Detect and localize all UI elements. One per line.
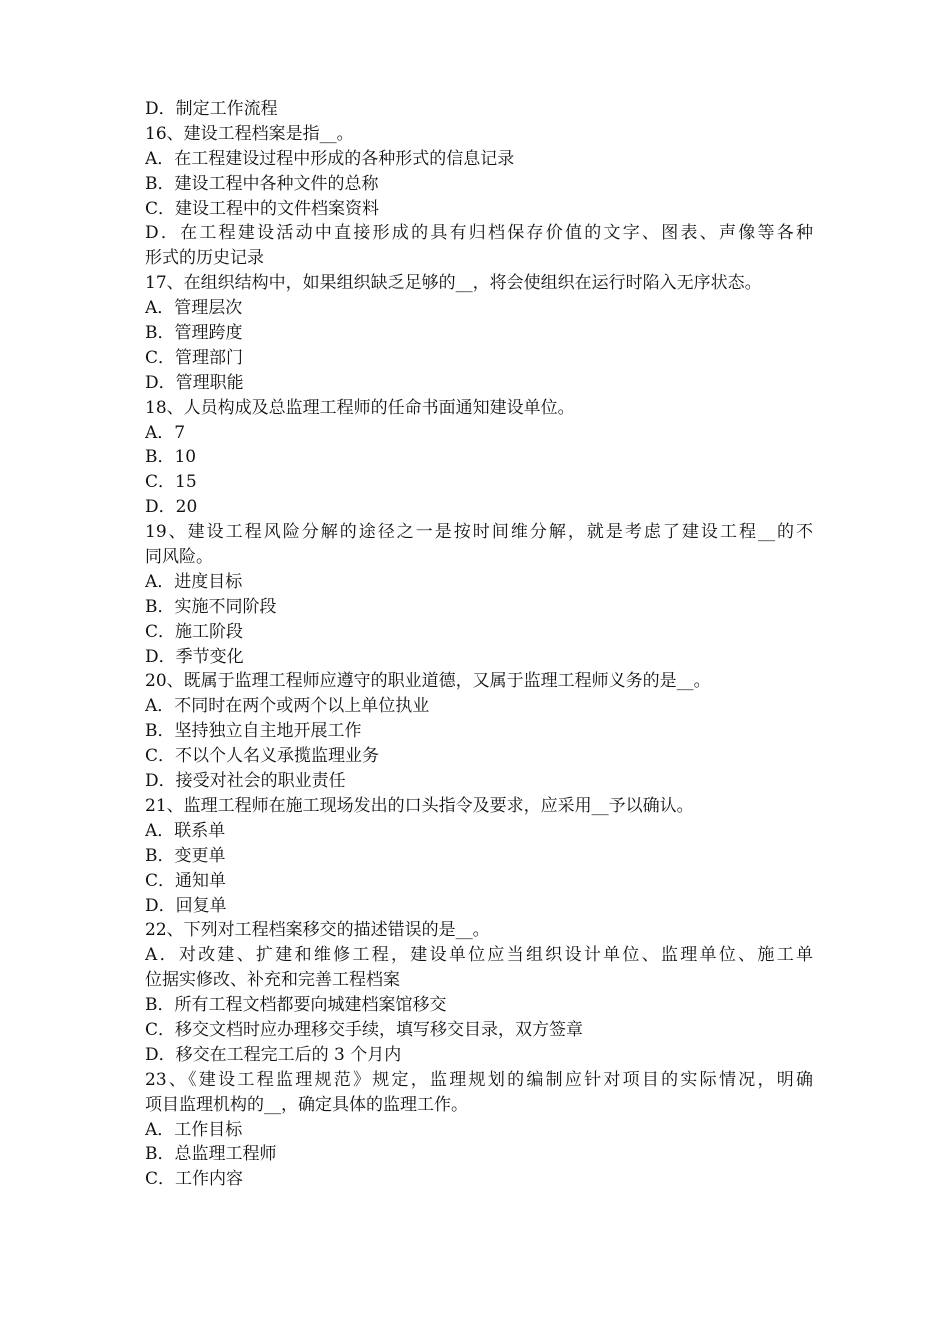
question-16: 16、建设工程档案是指__。 — [145, 123, 354, 144]
answer-option: B．建设工程中各种文件的总称 — [145, 173, 379, 194]
answer-option: A．不同时在两个或两个以上单位执业 — [145, 696, 430, 717]
answer-option: B．所有工程文档都要向城建档案馆移交 — [145, 995, 447, 1016]
answer-option: A．在工程建设过程中形成的各种形式的信息记录 — [145, 148, 515, 169]
answer-option: A．联系单 — [145, 820, 226, 841]
answer-option: D．季节变化 — [145, 646, 244, 667]
answer-option: B．坚持独立自主地开展工作 — [145, 721, 362, 742]
answer-option: D．20 — [145, 497, 198, 518]
question-17: 17、在组织结构中，如果组织缺乏足够的__，将会使组织在运行时陷入无序状态。 — [145, 273, 762, 294]
answer-option: A．进度目标 — [145, 571, 243, 592]
answer-option: D．制定工作流程 — [145, 99, 278, 119]
question-22: 22、下列对工程档案移交的描述错误的是__。 — [145, 920, 490, 941]
answer-option: D．移交在工程完工后的 3 个月内 — [145, 1044, 402, 1065]
answer-option: A．工作目标 — [145, 1119, 243, 1140]
answer-option: B．变更单 — [145, 845, 226, 866]
answer-option: B．总监理工程师 — [145, 1144, 277, 1165]
answer-option: D．接受对社会的职业责任 — [145, 771, 346, 792]
answer-option: C．通知单 — [145, 870, 227, 891]
question-continuation: 项目监理机构的__，确定具体的监理工作。 — [145, 1094, 468, 1115]
answer-option-continuation: 形式的历史记录 — [145, 248, 264, 269]
question-18: 18、人员构成及总监理工程师的任命书面通知建设单位。 — [145, 397, 575, 418]
answer-option: B．实施不同阶段 — [145, 596, 277, 617]
answer-option: B．10 — [145, 447, 197, 468]
answer-option-continuation: 位据实修改、补充和完善工程档案 — [145, 970, 400, 991]
answer-option: D．回复单 — [145, 895, 227, 916]
answer-option: A．7 — [145, 422, 186, 443]
answer-option: C．不以个人名义承揽监理业务 — [145, 746, 380, 767]
answer-option: C．15 — [145, 472, 197, 493]
answer-option: C．移交文档时应办理移交手续，填写移交目录，双方签章 — [145, 1019, 584, 1040]
question-20: 20、既属于监理工程师应遵守的职业道德，又属于监理工程师义务的是__。 — [145, 671, 711, 692]
question-continuation: 同风险。 — [145, 547, 213, 568]
answer-option: D．在工程建设活动中直接形成的具有归档保存价值的文字、图表、声像等各种 — [145, 223, 813, 244]
document-text-body — [145, 97, 813, 1192]
answer-option: A．对改建、扩建和维修工程，建设单位应当组织设计单位、监理单位、施工单 — [145, 945, 813, 966]
answer-option: C．施工阶段 — [145, 621, 244, 642]
answer-option: B．管理跨度 — [145, 323, 243, 344]
question-23: 23、《建设工程监理规范》规定，监理规划的编制应针对项目的实际情况，明确 — [145, 1069, 813, 1090]
question-21: 21、监理工程师在施工现场发出的口头指令及要求，应采用__予以确认。 — [145, 795, 694, 816]
answer-option: D．管理职能 — [145, 372, 244, 393]
answer-option: A．管理层次 — [145, 298, 243, 319]
question-19: 19、建设工程风险分解的途径之一是按时间维分解，就是考虑了建设工程__的不 — [145, 522, 813, 543]
answer-option: C．工作内容 — [145, 1169, 244, 1190]
answer-option: C．建设工程中的文件档案资料 — [145, 198, 380, 219]
answer-option: C．管理部门 — [145, 347, 244, 368]
